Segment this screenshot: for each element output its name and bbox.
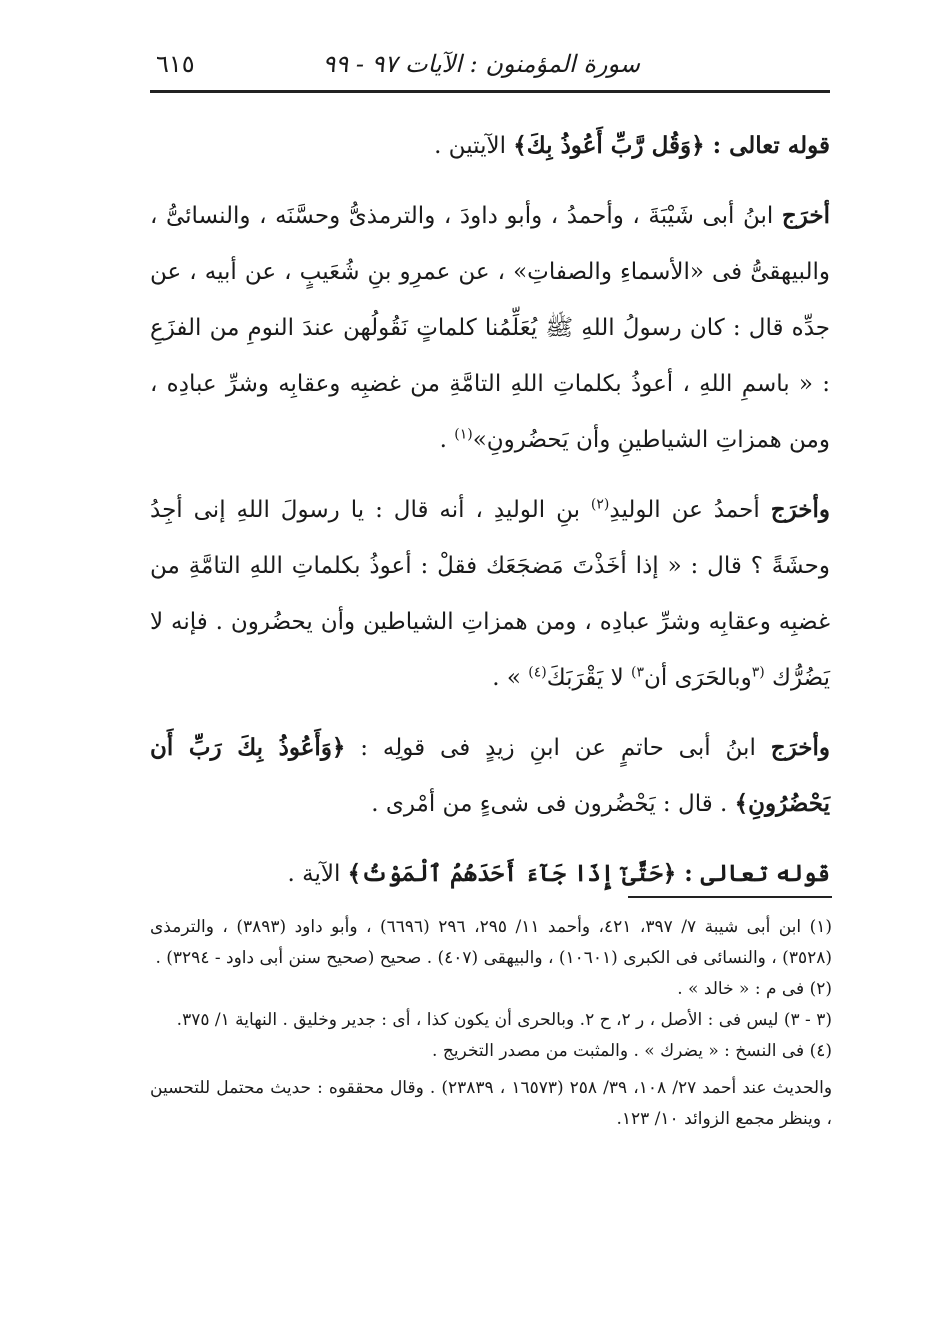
paragraph-text: وبالحَرَى أن — [644, 665, 752, 691]
footnote-marker: (٤) — [528, 664, 547, 681]
paragraph-verse-heading-1 — [150, 118, 830, 174]
section-lead: قوله تعالى : — [676, 860, 830, 887]
footnote-hadith-note: والحديث عند أحمد ٢٧/ ١٠٨، ٣٩/ ٢٥٨ (١٦٥٧٣ ، ٢٣٨٣٩) . وقال محققوه : حديث محتمل للتحسين ، وينظر مجمع الزوائد ١٠/ ١٢٣. — [150, 1078, 833, 1129]
page-number: ٦١٥ — [156, 50, 195, 78]
paragraph-end: . — [439, 427, 455, 453]
quran-verse: ﴿وَأَعُوذُ بِكَ رَبِّ أَن يَحْضُرُونِ﴾ — [150, 734, 830, 817]
paragraph-text: ابنُ أبى شَيْبَةَ ، وأحمدُ ، وأبو داودَ ، والترمذىُّ وحسَّنَه ، والنسائىُّ ، والبيهقىُّ فى «الأسماءِ والصفاتِ» ، عن عمرِو بنِ شُعَيبٍ ، عن أبيه ، عن جدِّه قال : كان رسولُ اللهِ ﷺ يُعَلِّمُنا كلماتٍ نَقُولُهن عندَ النومِ من الفزَعِ : « باسمِ اللهِ ، أعوذُ بكلماتِ اللهِ التامَّةِ من غضبِه وعقابِه وشرِّ عبادِه ، ومن همزاتِ الشياطينِ وأن يَحضُرونِ» — [150, 203, 830, 453]
paragraph-lead: أخرَج — [781, 202, 830, 229]
footnote-marker: ٣) — [631, 664, 645, 681]
paragraph-text: ابنُ أبى حاتمٍ عن ابنِ زيدٍ فى قولِه : — [345, 735, 771, 761]
footnote-divider — [628, 896, 832, 898]
paragraph-text: أحمدُ عن الوليدِ — [609, 497, 771, 523]
paragraph-text: لا يَقْرَبَكَ — [546, 665, 632, 691]
footnote-marker: (٣ — [751, 664, 765, 681]
quran-verse: ﴿وَقُل رَّبِّ أَعُوذُ بِكَ﴾ — [513, 132, 705, 159]
paragraph-text: الآيتين . — [434, 133, 514, 159]
paragraph-text: الآية . — [287, 861, 348, 887]
footnote-4: (٤) فى النسخ : « يضرك » . والمثبت من مصدر التخريج . — [432, 1041, 832, 1061]
quran-verse: ﴿حَتَّىٰٓ إِذَا جَآءَ أَحَدَهُمُ ٱلْمَوْتُ﴾ — [347, 860, 677, 887]
paragraph-hadith-3 — [150, 720, 830, 832]
footnotes — [150, 912, 832, 1135]
running-title: سورة المؤمنون : الآيات ٩٧ - ٩٩ — [322, 50, 640, 78]
paragraph-text: بنِ الوليدِ ، أنه قال : يا رسولَ اللهِ إنى أجِدُ وحشَةً ؟ قال : « إذا أخَذْتَ مَضجَعَك فقلْ : أعوذُ بكلماتِ اللهِ التامَّةِ من غضبِه وعقابِه وشرِّ عبادِه ، ومن همزاتِ الشياطين وأن يحضُرون . فإنه لا يَضُرُّك — [150, 497, 830, 691]
paragraph-lead: وأخرَج — [770, 734, 830, 761]
footnote-3: (٣ - ٣) ليس فى : الأصل ، ر ٢، ح ٢. وبالحرى أن يكون كذا ، أى : جدير وخليق . النهاية ١/ ٣٧٥. — [176, 1010, 832, 1030]
footnote-2: (٢) فى م : « خالد » . — [677, 979, 832, 999]
footnote-1: (١) ابن أبى شيبة ٧/ ٣٩٧، ٤٢١، وأحمد ١١/ ٢٩٥، ٢٩٦ (٦٦٩٦) ، وأبو داود (٣٨٩٣) ، والترمذى (٣٥٢٨) ، والنسائى فى الكبرى (١٠٦٠١) ، والبيهقى (٤٠٧) . صحيح (صحيح سنن أبى داود - ٣٢٩٤) . — [150, 917, 833, 968]
footnote-marker: (٢) — [590, 496, 610, 513]
paragraph-verse-heading-2 — [150, 846, 830, 902]
paragraph-hadith-1 — [150, 188, 830, 468]
footnote-marker: (١) — [454, 426, 473, 443]
main-text — [150, 118, 830, 916]
section-lead: قوله تعالى : — [704, 132, 830, 159]
paragraph-text: . قال : يَحْضُرون فى شىءٍ من أمْرى . — [371, 791, 735, 817]
paragraph-end: » . — [492, 665, 529, 691]
page-header — [150, 46, 830, 93]
paragraph-lead: وأخرَج — [770, 496, 830, 523]
paragraph-hadith-2 — [150, 482, 830, 706]
